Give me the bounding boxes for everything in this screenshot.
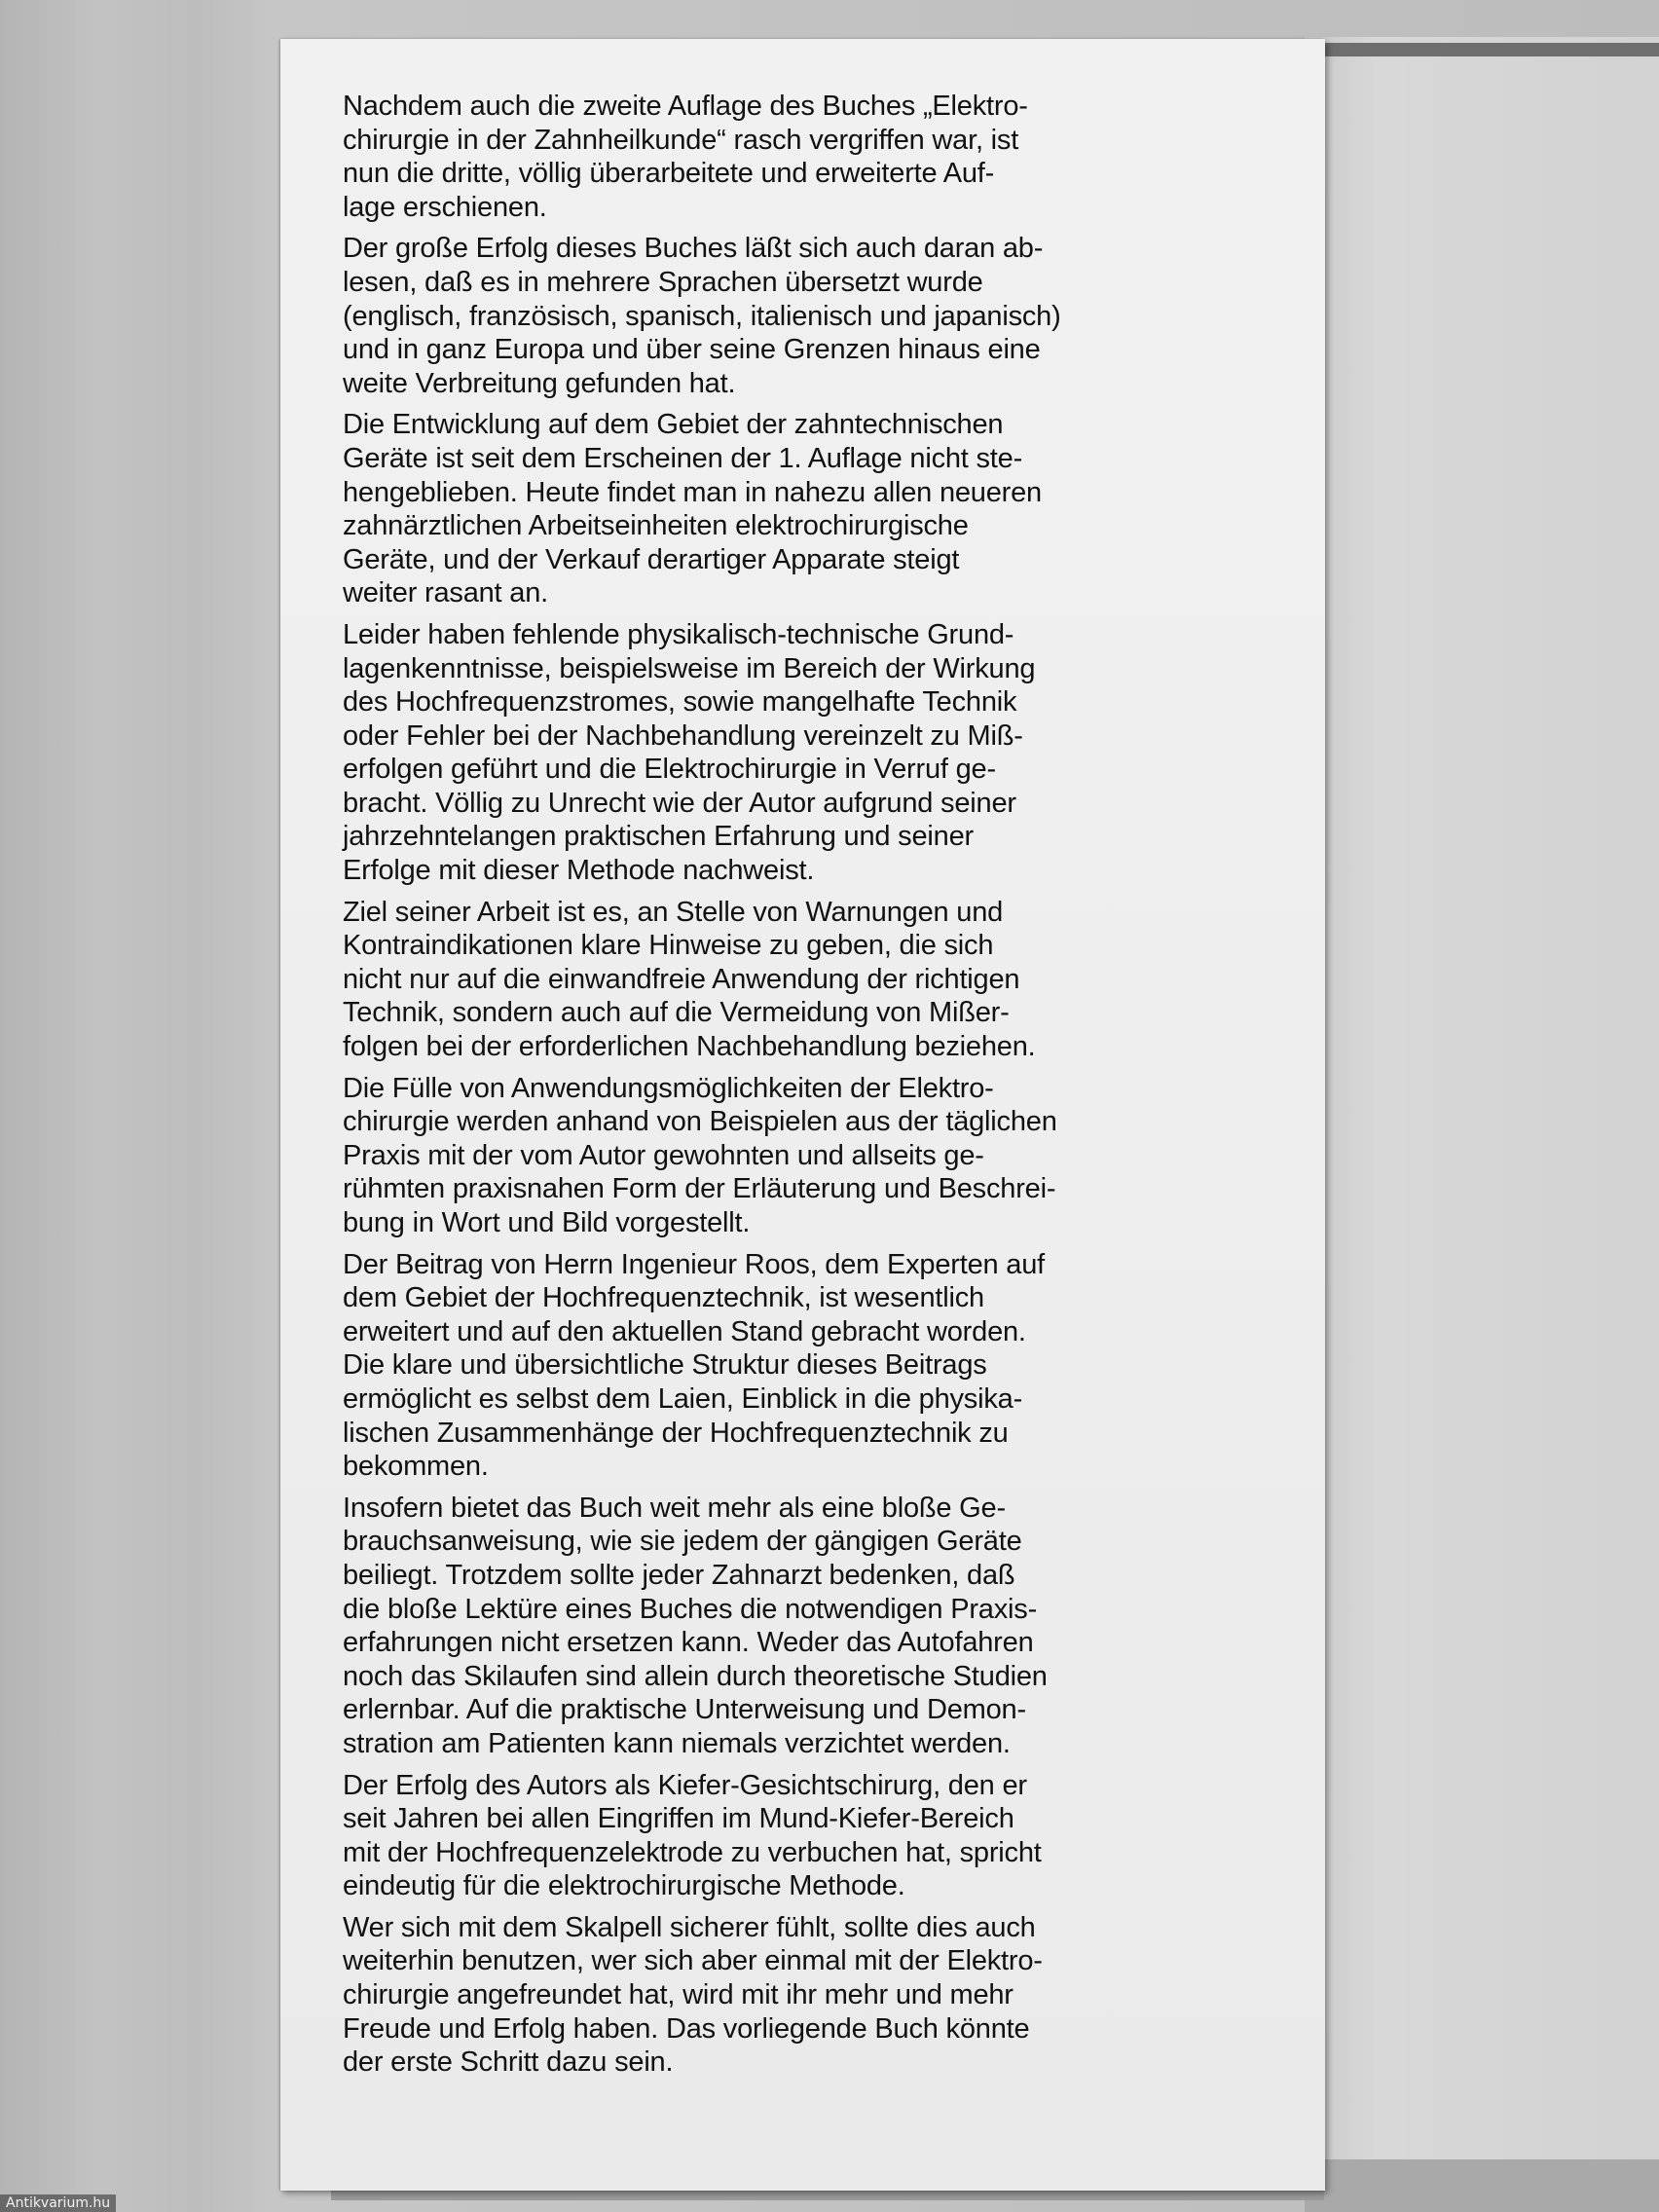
text-line: chirurgie angefreundet hat, wird mit ihr mehr und mehr	[343, 1979, 1014, 2011]
text-line: weiter rasant an.	[343, 577, 548, 609]
text-line: Geräte, und der Verkauf derartiger Apparate steigt	[343, 543, 960, 575]
text-line: Der Beitrag von Herrn Ingenieur Roos, dem Experten auf	[343, 1248, 1046, 1280]
text-line: erlernbar. Auf die praktische Unterweisung und Demon-	[343, 1694, 1026, 1726]
paragraph-4	[343, 618, 1209, 888]
text-line: Geräte ist seit dem Erscheinen der 1. Auflage nicht ste-	[343, 442, 1023, 474]
text-line: oder Fehler bei der Nachbehandlung vereinzelt zu Miß-	[343, 719, 1023, 752]
text-line: des Hochfrequenzstromes, sowie mangelhafte Technik	[343, 686, 1017, 719]
text-line: bracht. Völlig zu Unrecht wie der Autor aufgrund seiner	[343, 787, 1016, 819]
text-line: Insofern bietet das Buch weit mehr als eine bloße Ge-	[343, 1492, 1006, 1524]
paragraph-5	[343, 896, 1209, 1064]
text-line: mit der Hochfrequenzelektrode zu verbuchen hat, spricht	[343, 1836, 1042, 1868]
text-line: nicht nur auf die einwandfreie Anwendung der richtigen	[343, 963, 1020, 995]
text-line: der erste Schritt dazu sein.	[343, 2046, 674, 2079]
text-line: Die Fülle von Anwendungsmöglichkeiten der Elektro-	[343, 1072, 994, 1104]
text-line: noch das Skilaufen sind allein durch theoretische Studien	[343, 1660, 1048, 1692]
book-cover-top-edge	[1314, 43, 1659, 56]
text-line: Wer sich mit dem Skalpell sicherer fühlt, sollte dies auch	[343, 1911, 1036, 1943]
text-line: chirurgie werden anhand von Beispielen aus der täglichen	[343, 1106, 1057, 1138]
book-cover-background	[1305, 37, 1659, 2212]
text-line: ermöglicht es selbst dem Laien, Einblick in die physika-	[343, 1382, 1023, 1415]
text-line: jahrzehntelangen praktischen Erfahrung und seiner	[343, 821, 974, 853]
text-line: Nachdem auch die zweite Auflage des Buches „Elektro-	[343, 91, 1028, 122]
text-line: eindeutig für die elektrochirurgische Methode.	[343, 1870, 905, 1902]
text-line: stration am Patienten kann niemals verzichtet werden.	[343, 1727, 1011, 1759]
text-line: bekommen.	[343, 1451, 489, 1483]
text-line: Der große Erfolg dieses Buches läßt sich auch daran ab-	[343, 233, 1044, 265]
text-line: Leider haben fehlende physikalisch-technische Grund-	[343, 618, 1014, 650]
text-line: Kontraindikationen klare Hinweise zu geben, die sich	[343, 930, 994, 962]
text-line: dem Gebiet der Hochfrequenztechnik, ist wesentlich	[343, 1282, 984, 1314]
sheet-shadow	[331, 2191, 1324, 2200]
paragraph-1	[343, 90, 1209, 224]
text-line: erweitert und auf den aktuellen Stand gebracht worden.	[343, 1315, 1026, 1347]
text-line: Ziel seiner Arbeit ist es, an Stelle von Warnungen und	[343, 896, 1004, 928]
paragraph-7	[343, 1248, 1209, 1484]
text-line: und in ganz Europa und über seine Grenzen hinaus eine	[343, 334, 1041, 366]
text-line: nun die dritte, völlig überarbeitete und erweiterte Auf-	[343, 158, 995, 190]
text-line: weiterhin benutzen, wer sich aber einmal mit der Elektro-	[343, 1945, 1043, 1977]
text-line: Die Entwicklung auf dem Gebiet der zahntechnischen	[343, 409, 1004, 441]
text-line: erfolgen geführt und die Elektrochirurgie in Verruf ge-	[343, 754, 996, 786]
text-line: chirurgie in der Zahnheilkunde“ rasch vergriffen war, ist	[343, 124, 1019, 156]
paragraph-9	[343, 1769, 1209, 1903]
text-line: (englisch, französisch, spanisch, italienisch und japanisch)	[343, 300, 1061, 332]
text-line: seit Jahren bei allen Eingriffen im Mund-Kiefer-Bereich	[343, 1803, 1014, 1835]
text-line: Technik, sondern auch auf die Vermeidung von Mißer-	[343, 997, 1010, 1029]
text-line: erfahrungen nicht ersetzen kann. Weder das Autofahren	[343, 1627, 1034, 1659]
text-line: zahnärztlichen Arbeitseinheiten elektrochirurgische	[343, 510, 969, 542]
text-line: die bloße Lektüre eines Buches die notwendigen Praxis-	[343, 1593, 1038, 1625]
text-line: lischen Zusammenhänge der Hochfrequenztechnik zu	[343, 1417, 1009, 1449]
paragraph-8	[343, 1492, 1209, 1761]
text-line: rühmten praxisnahen Form der Erläuterung und Beschrei-	[343, 1173, 1056, 1205]
blurb-text	[343, 90, 1209, 2087]
watermark: Antikvarium.hu	[0, 2194, 116, 2212]
text-line: lagenkenntnisse, beispielsweise im Bereich der Wirkung	[343, 652, 1036, 684]
text-line: weite Verbreitung gefunden hat.	[343, 367, 736, 399]
text-line: lesen, daß es in mehrere Sprachen übersetzt wurde	[343, 266, 983, 298]
text-line: Die klare und übersichtliche Struktur dieses Beitrags	[343, 1349, 987, 1382]
paragraph-3	[343, 408, 1209, 610]
book-cover-bottom-edge	[1305, 2159, 1659, 2212]
text-line: bung in Wort und Bild vorgestellt.	[343, 1207, 751, 1238]
paragraph-6	[343, 1072, 1209, 1240]
text-line: folgen bei der erforderlichen Nachbehandlung beziehen.	[343, 1031, 1036, 1063]
paragraph-2	[343, 232, 1209, 400]
text-line: Erfolge mit dieser Methode nachweist.	[343, 855, 815, 887]
text-line: Praxis mit der vom Autor gewohnten und allseits ge-	[343, 1139, 984, 1171]
text-line: beiliegt. Trotzdem sollte jeder Zahnarzt bedenken, daß	[343, 1559, 1015, 1591]
text-line: Freude und Erfolg haben. Das vorliegende Buch könnte	[343, 2012, 1030, 2045]
text-line: lage erschienen.	[343, 191, 547, 223]
text-line: brauchsanweisung, wie sie jedem der gängigen Geräte	[343, 1526, 1022, 1558]
paragraph-10	[343, 1911, 1209, 2080]
text-line: hengeblieben. Heute findet man in nahezu allen neueren	[343, 476, 1042, 508]
text-line: Der Erfolg des Autors als Kiefer-Gesichtschirurg, den er	[343, 1769, 1027, 1801]
